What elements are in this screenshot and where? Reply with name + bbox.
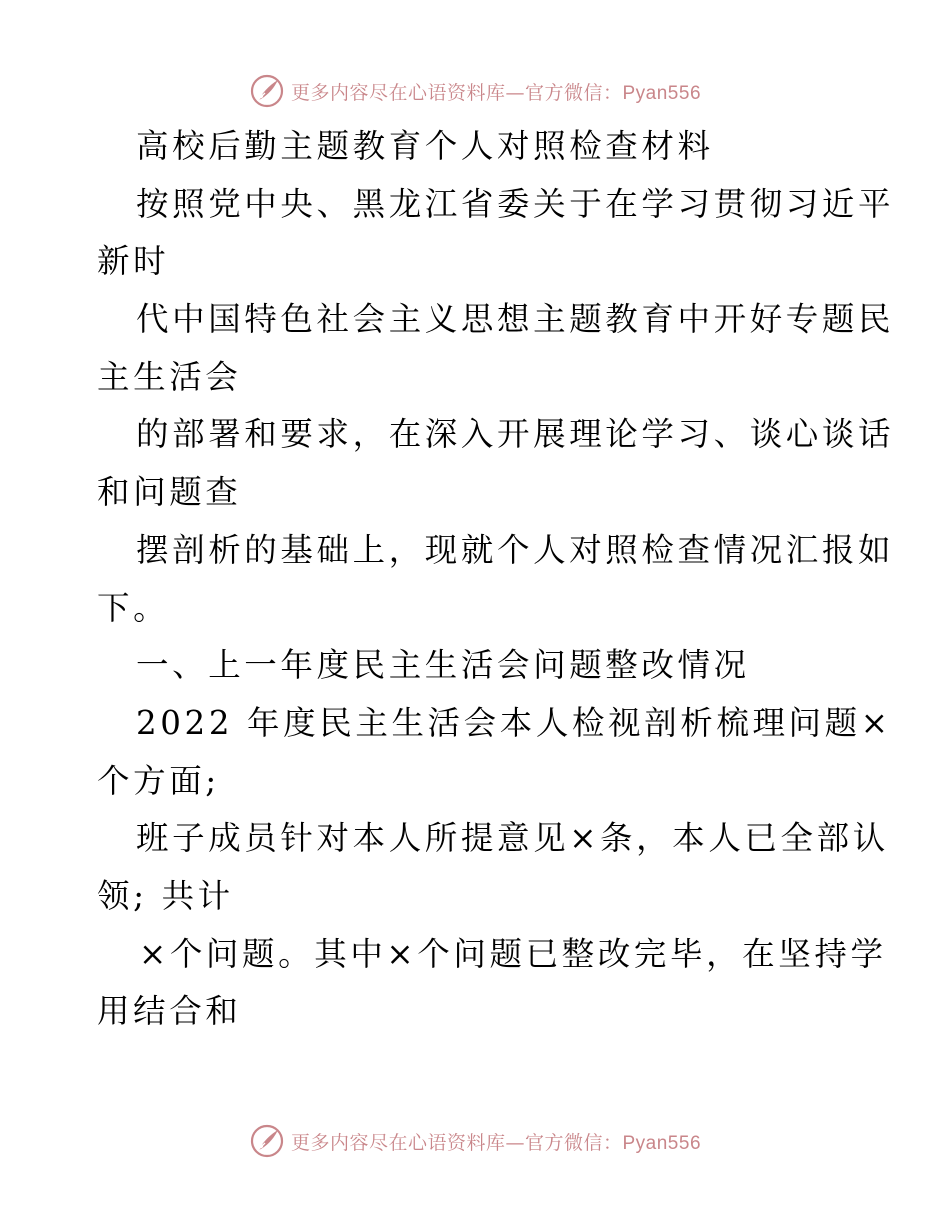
paragraph-line: 的部署和要求，在深入开展理论学习、谈心谈话	[136, 415, 895, 454]
document-title: 高校后勤主题教育个人对照检查材料	[136, 127, 714, 165]
paragraph-line: 领; 共计	[97, 876, 234, 915]
quill-pen-logo-icon	[249, 1123, 285, 1159]
paragraph-line: 新时	[97, 242, 170, 281]
paragraph-line: 代中国特色社会主义思想主题教育中开好专题民	[136, 300, 895, 339]
watermark-text: 更多内容尽在心语资料库—官方微信：Pyan556	[290, 1131, 702, 1154]
section-heading: 一、上一年度民主生活会问题整改情况	[136, 646, 750, 685]
header-watermark	[0, 71, 950, 111]
paragraph-line: 2022 年度民主生活会本人检视剖析梳理问题×	[136, 703, 892, 742]
paragraph-line: 下。	[97, 588, 170, 627]
paragraph-line: 按照党中央、黑龙江省委关于在学习贯彻习近平	[136, 184, 895, 223]
paragraph-line: 和问题查	[97, 473, 242, 512]
paragraph-line: 班子成员针对本人所提意见×条，本人已全部认	[136, 819, 889, 858]
paragraph-line: 用结合和	[97, 992, 242, 1031]
paragraph-line: 摆剖析的基础上，现就个人对照检查情况汇报如	[136, 530, 895, 569]
paragraph-line: 个方面;	[97, 761, 220, 800]
watermark-text: 更多内容尽在心语资料库—官方微信：Pyan556	[290, 81, 702, 104]
document-body	[97, 118, 895, 1041]
quill-pen-logo-icon	[249, 73, 285, 109]
paragraph-line: ×个问题。其中×个问题已整改完毕，在坚持学	[139, 934, 887, 973]
footer-watermark	[0, 1121, 950, 1161]
paragraph-line: 主生活会	[97, 357, 242, 396]
